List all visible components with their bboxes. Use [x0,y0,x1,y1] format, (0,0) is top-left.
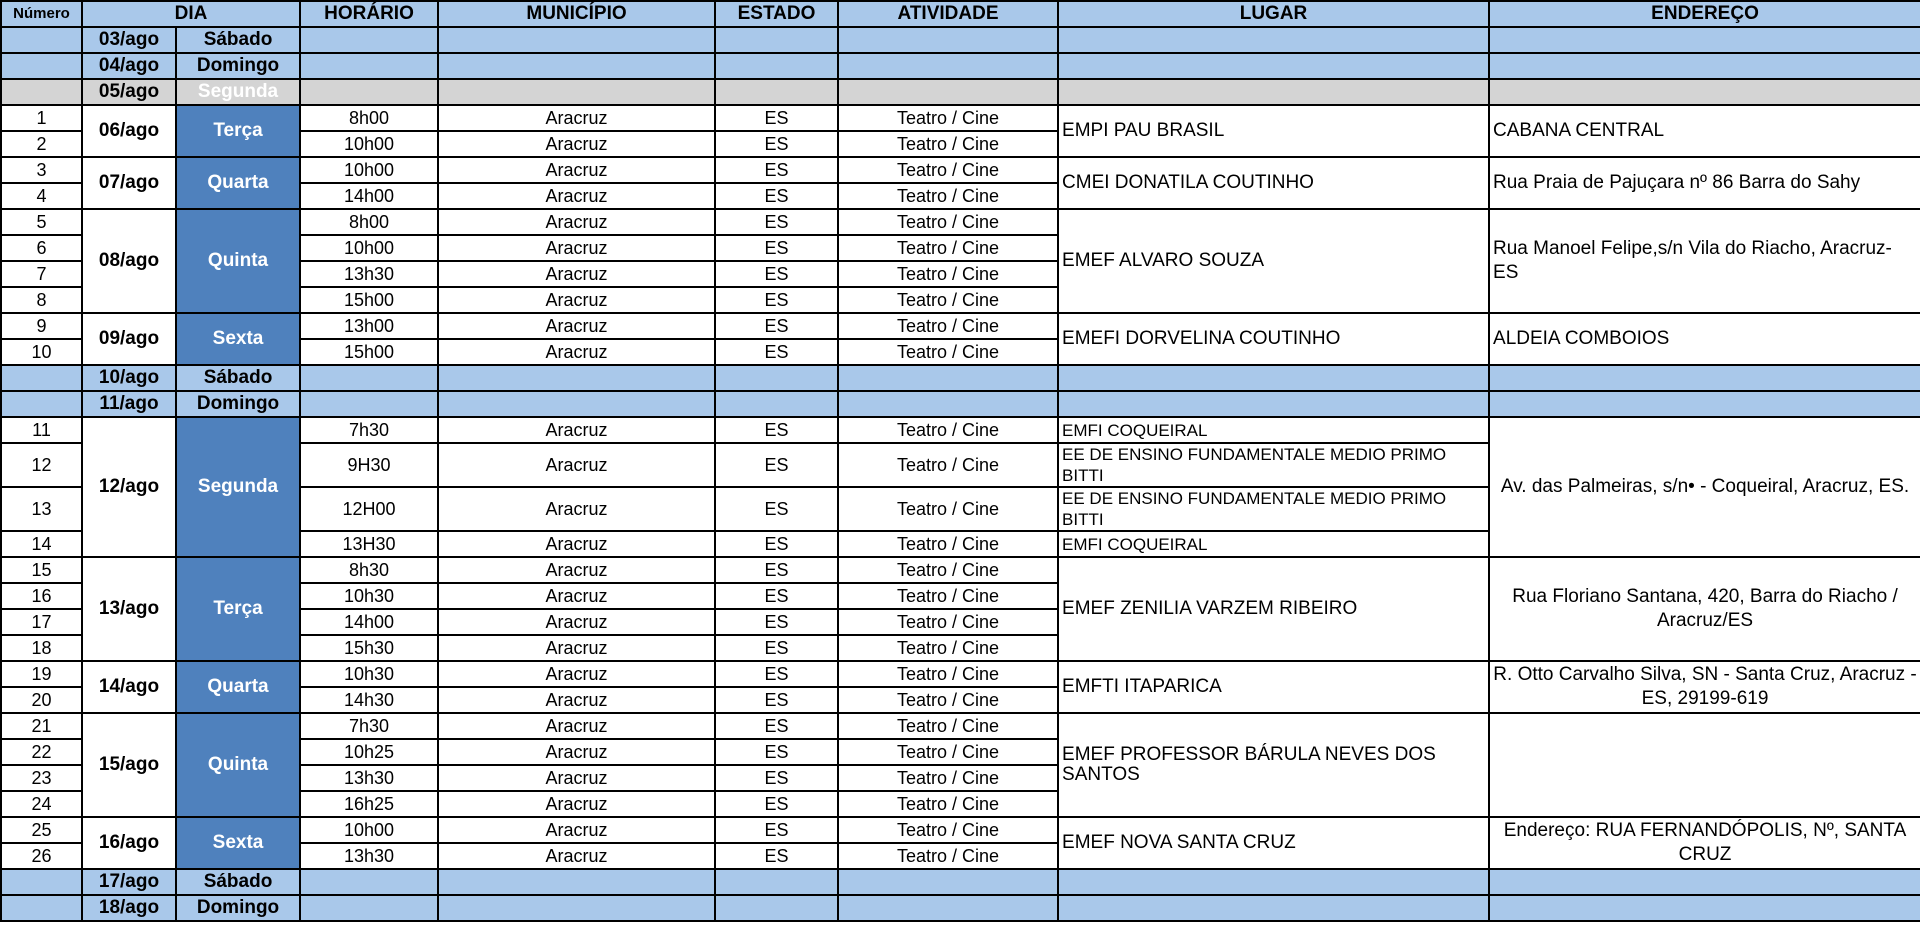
atividade-cell: Teatro / Cine [838,687,1058,713]
municipio-cell: Aracruz [438,687,715,713]
date-cell: 16/ago [82,817,176,869]
table-row [1,417,1920,443]
time-cell: 13H30 [300,531,438,557]
time-cell: 9H30 [300,443,438,487]
time-cell: 10h00 [300,131,438,157]
lugar-cell: EMEFI DORVELINA COUTINHO [1058,313,1489,365]
row-number: 18 [1,635,82,661]
endereco-cell: Endereço: RUA FERNANDÓPOLIS, Nº, SANTA CRUZ [1489,817,1920,869]
atividade-cell: Teatro / Cine [838,417,1058,443]
table-row [1,157,1920,183]
lugar-cell: EMFI COQUEIRAL [1058,417,1489,443]
estado-cell: ES [715,235,838,261]
estado-cell: ES [715,635,838,661]
endereco-cell: Rua Praia de Pajuçara nº 86 Barra do Sahy [1489,157,1920,209]
estado-cell: ES [715,157,838,183]
municipio-cell: Aracruz [438,417,715,443]
atividade-cell: Teatro / Cine [838,661,1058,687]
lugar-cell: EMEF PROFESSOR BÁRULA NEVES DOS SANTOS [1058,713,1489,817]
time-cell: 14h30 [300,687,438,713]
header-endereco: ENDEREÇO [1489,1,1920,27]
day-cell: Quinta [176,713,300,817]
estado-cell: ES [715,417,838,443]
date-cell: 10/ago [82,365,176,391]
municipio-cell: Aracruz [438,739,715,765]
estado-cell: ES [715,105,838,131]
row-number: 5 [1,209,82,235]
day-cell: Sábado [176,869,300,895]
time-cell: 15h00 [300,287,438,313]
municipio-cell: Aracruz [438,105,715,131]
atividade-cell: Teatro / Cine [838,583,1058,609]
date-cell: 17/ago [82,869,176,895]
atividade-cell: Teatro / Cine [838,635,1058,661]
row-number: 20 [1,687,82,713]
municipio-cell: Aracruz [438,791,715,817]
time-cell: 7h30 [300,713,438,739]
atividade-cell: Teatro / Cine [838,765,1058,791]
estado-cell: ES [715,487,838,531]
table-row [1,209,1920,235]
municipio-cell: Aracruz [438,183,715,209]
estado-cell: ES [715,791,838,817]
date-cell: 13/ago [82,557,176,661]
date-cell: 14/ago [82,661,176,713]
estado-cell: ES [715,287,838,313]
date-cell: 09/ago [82,313,176,365]
weekend-row [1,895,1920,921]
date-cell: 04/ago [82,53,176,79]
atividade-cell: Teatro / Cine [838,261,1058,287]
row-number: 9 [1,313,82,339]
time-cell: 13h30 [300,261,438,287]
atividade-cell: Teatro / Cine [838,443,1058,487]
date-cell: 03/ago [82,27,176,53]
row-number: 10 [1,339,82,365]
atividade-cell: Teatro / Cine [838,105,1058,131]
estado-cell: ES [715,557,838,583]
day-cell: Domingo [176,895,300,921]
row-number: 16 [1,583,82,609]
estado-cell: ES [715,687,838,713]
table-row [1,557,1920,583]
atividade-cell: Teatro / Cine [838,843,1058,869]
date-cell: 08/ago [82,209,176,313]
atividade-cell: Teatro / Cine [838,183,1058,209]
municipio-cell: Aracruz [438,635,715,661]
day-cell: Domingo [176,391,300,417]
municipio-cell: Aracruz [438,235,715,261]
atividade-cell: Teatro / Cine [838,287,1058,313]
day-cell: Sábado [176,27,300,53]
time-cell: 14h00 [300,609,438,635]
row-number: 17 [1,609,82,635]
endereco-cell: ALDEIA COMBOIOS [1489,313,1920,365]
time-cell: 10h00 [300,157,438,183]
row-number: 23 [1,765,82,791]
municipio-cell: Aracruz [438,287,715,313]
atividade-cell: Teatro / Cine [838,557,1058,583]
endereco-cell: CABANA CENTRAL [1489,105,1920,157]
header-lugar: LUGAR [1058,1,1489,27]
estado-cell: ES [715,261,838,287]
lugar-cell: EMPI PAU BRASIL [1058,105,1489,157]
lugar-cell: EMEF ALVARO SOUZA [1058,209,1489,313]
estado-cell: ES [715,183,838,209]
row-number: 2 [1,131,82,157]
header-dia: DIA [82,1,300,27]
day-cell: Quarta [176,661,300,713]
estado-cell: ES [715,443,838,487]
estado-cell: ES [715,843,838,869]
table-row [1,817,1920,843]
table-row [1,661,1920,687]
row-number: 1 [1,105,82,131]
atividade-cell: Teatro / Cine [838,739,1058,765]
lugar-cell: EE DE ENSINO FUNDAMENTALE MEDIO PRIMO BITTI [1058,487,1489,531]
time-cell: 14h00 [300,183,438,209]
lugar-cell: EMFI COQUEIRAL [1058,531,1489,557]
day-cell: Quarta [176,157,300,209]
row-number: 13 [1,487,82,531]
municipio-cell: Aracruz [438,313,715,339]
date-cell: 12/ago [82,417,176,557]
day-cell: Segunda [176,79,300,105]
time-cell: 10h30 [300,583,438,609]
header-atividade: ATIVIDADE [838,1,1058,27]
municipio-cell: Aracruz [438,661,715,687]
row-number: 6 [1,235,82,261]
row-number: 8 [1,287,82,313]
municipio-cell: Aracruz [438,557,715,583]
time-cell: 10h00 [300,817,438,843]
municipio-cell: Aracruz [438,157,715,183]
day-cell: Sábado [176,365,300,391]
estado-cell: ES [715,661,838,687]
time-cell: 10h30 [300,661,438,687]
municipio-cell: Aracruz [438,609,715,635]
row-number: 26 [1,843,82,869]
table-row [1,105,1920,131]
municipio-cell: Aracruz [438,339,715,365]
row-number: 3 [1,157,82,183]
weekend-row [1,53,1920,79]
estado-cell: ES [715,313,838,339]
row-number: 24 [1,791,82,817]
table-row [1,713,1920,739]
estado-cell: ES [715,531,838,557]
municipio-cell: Aracruz [438,443,715,487]
time-cell: 13h30 [300,843,438,869]
atividade-cell: Teatro / Cine [838,131,1058,157]
row-number: 15 [1,557,82,583]
lugar-cell: EMFTI ITAPARICA [1058,661,1489,713]
time-cell: 15h30 [300,635,438,661]
weekend-row [1,27,1920,53]
atividade-cell: Teatro / Cine [838,339,1058,365]
time-cell: 8h00 [300,105,438,131]
table-row [1,313,1920,339]
row-number: 22 [1,739,82,765]
municipio-cell: Aracruz [438,487,715,531]
row-number: 11 [1,417,82,443]
day-cell: Segunda [176,417,300,557]
header-numero: Número [1,1,82,27]
row-number: 7 [1,261,82,287]
header-estado: ESTADO [715,1,838,27]
estado-cell: ES [715,739,838,765]
date-cell: 18/ago [82,895,176,921]
row-number: 21 [1,713,82,739]
municipio-cell: Aracruz [438,765,715,791]
endereco-cell: Rua Floriano Santana, 420, Barra do Riacho / Aracruz/ES [1489,557,1920,661]
municipio-cell: Aracruz [438,843,715,869]
header-municipio: MUNICÍPIO [438,1,715,27]
atividade-cell: Teatro / Cine [838,487,1058,531]
day-cell: Domingo [176,53,300,79]
row-number: 14 [1,531,82,557]
header-row [1,1,1920,27]
row-number: 12 [1,443,82,487]
lugar-cell: EMEF NOVA SANTA CRUZ [1058,817,1489,869]
municipio-cell: Aracruz [438,817,715,843]
day-cell: Sexta [176,313,300,365]
municipio-cell: Aracruz [438,713,715,739]
time-cell: 7h30 [300,417,438,443]
endereco-cell: Av. das Palmeiras, s/n• - Coqueiral, Aracruz, ES. [1489,417,1920,557]
estado-cell: ES [715,609,838,635]
time-cell: 12H00 [300,487,438,531]
time-cell: 13h30 [300,765,438,791]
municipio-cell: Aracruz [438,583,715,609]
estado-cell: ES [715,765,838,791]
endereco-cell [1489,713,1920,817]
date-cell: 15/ago [82,713,176,817]
atividade-cell: Teatro / Cine [838,157,1058,183]
atividade-cell: Teatro / Cine [838,209,1058,235]
atividade-cell: Teatro / Cine [838,235,1058,261]
estado-cell: ES [715,131,838,157]
lugar-cell: CMEI DONATILA COUTINHO [1058,157,1489,209]
date-cell: 11/ago [82,391,176,417]
estado-cell: ES [715,817,838,843]
time-cell: 10h25 [300,739,438,765]
row-number: 4 [1,183,82,209]
date-cell: 05/ago [82,79,176,105]
estado-cell: ES [715,209,838,235]
atividade-cell: Teatro / Cine [838,791,1058,817]
day-cell: Sexta [176,817,300,869]
date-cell: 07/ago [82,157,176,209]
weekend-row [1,365,1920,391]
time-cell: 13h00 [300,313,438,339]
day-cell: Quinta [176,209,300,313]
holiday-row [1,79,1920,105]
time-cell: 8h30 [300,557,438,583]
date-cell: 06/ago [82,105,176,157]
lugar-cell: EE DE ENSINO FUNDAMENTALE MEDIO PRIMO BITTI [1058,443,1489,487]
header-horario: HORÁRIO [300,1,438,27]
municipio-cell: Aracruz [438,131,715,157]
time-cell: 8h00 [300,209,438,235]
day-cell: Terça [176,557,300,661]
row-number: 25 [1,817,82,843]
estado-cell: ES [715,583,838,609]
estado-cell: ES [715,339,838,365]
atividade-cell: Teatro / Cine [838,531,1058,557]
municipio-cell: Aracruz [438,261,715,287]
atividade-cell: Teatro / Cine [838,609,1058,635]
atividade-cell: Teatro / Cine [838,817,1058,843]
municipio-cell: Aracruz [438,209,715,235]
endereco-cell: Rua Manoel Felipe,s/n Vila do Riacho, Aracruz-ES [1489,209,1920,313]
time-cell: 16h25 [300,791,438,817]
endereco-cell: R. Otto Carvalho Silva, SN - Santa Cruz, Aracruz - ES, 29199-619 [1489,661,1920,713]
weekend-row [1,391,1920,417]
day-cell: Terça [176,105,300,157]
atividade-cell: Teatro / Cine [838,313,1058,339]
atividade-cell: Teatro / Cine [838,713,1058,739]
municipio-cell: Aracruz [438,531,715,557]
time-cell: 15h00 [300,339,438,365]
lugar-cell: EMEF ZENILIA VARZEM RIBEIRO [1058,557,1489,661]
weekend-row [1,869,1920,895]
row-number: 19 [1,661,82,687]
time-cell: 10h00 [300,235,438,261]
estado-cell: ES [715,713,838,739]
